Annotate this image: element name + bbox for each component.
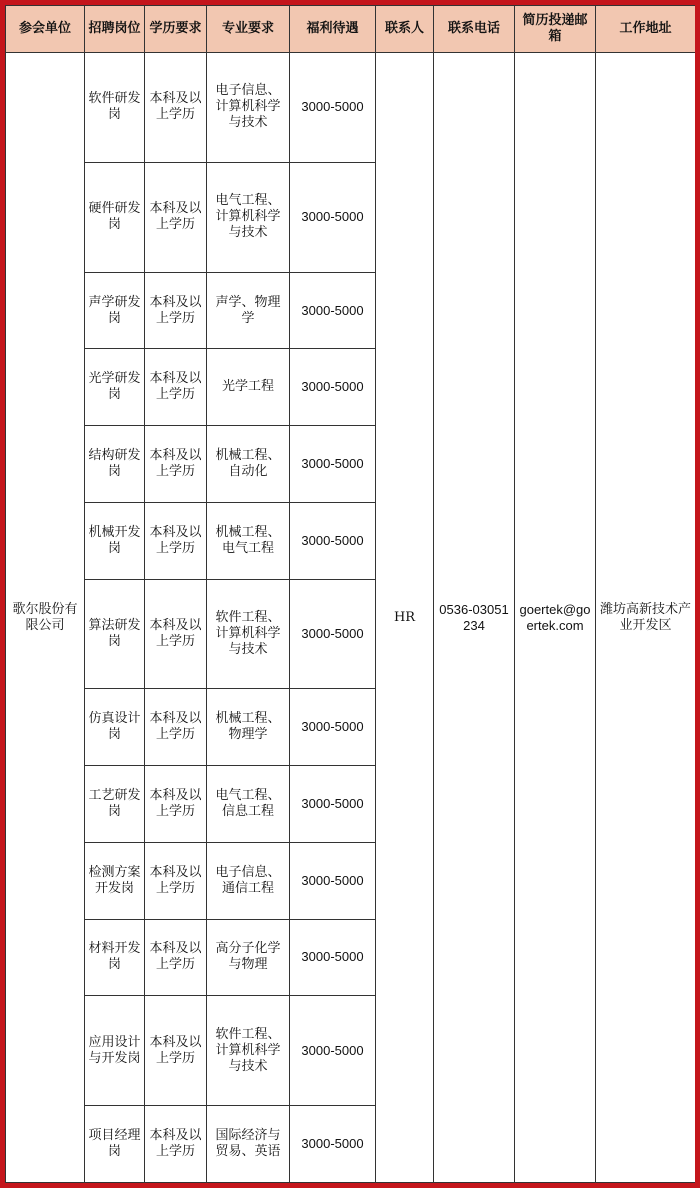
major-cell: 软件工程、计算机科学与技术	[207, 996, 290, 1106]
position-cell: 算法研发岗	[85, 579, 145, 689]
major-cell: 电子信息、计算机科学与技术	[207, 53, 290, 163]
job-table-frame	[5, 5, 695, 1183]
education-cell: 本科及以上学历	[145, 272, 207, 349]
header-education: 学历要求	[145, 6, 207, 53]
education-cell: 本科及以上学历	[145, 579, 207, 689]
header-row	[6, 6, 696, 53]
address-cell: 潍坊高新技术产业开发区	[596, 53, 696, 1183]
education-cell: 本科及以上学历	[145, 53, 207, 163]
position-cell: 光学研发岗	[85, 349, 145, 426]
contact-cell: HR	[376, 53, 434, 1183]
header-company: 参会单位	[6, 6, 85, 53]
header-contact: 联系人	[376, 6, 434, 53]
salary-cell: 3000-5000	[290, 349, 376, 426]
education-cell: 本科及以上学历	[145, 349, 207, 426]
header-position: 招聘岗位	[85, 6, 145, 53]
position-cell: 机械开发岗	[85, 502, 145, 579]
salary-cell: 3000-5000	[290, 842, 376, 919]
major-cell: 软件工程、计算机科学与技术	[207, 579, 290, 689]
education-cell: 本科及以上学历	[145, 426, 207, 503]
position-cell: 项目经理岗	[85, 1106, 145, 1183]
header-salary: 福利待遇	[290, 6, 376, 53]
phone-cell: 0536-03051234	[434, 53, 515, 1183]
education-cell: 本科及以上学历	[145, 689, 207, 766]
salary-cell: 3000-5000	[290, 1106, 376, 1183]
position-cell: 检测方案开发岗	[85, 842, 145, 919]
company-cell: 歌尔股份有限公司	[6, 53, 85, 1183]
job-table	[5, 5, 695, 1183]
education-cell: 本科及以上学历	[145, 502, 207, 579]
salary-cell: 3000-5000	[290, 272, 376, 349]
education-cell: 本科及以上学历	[145, 766, 207, 843]
position-cell: 结构研发岗	[85, 426, 145, 503]
education-cell: 本科及以上学历	[145, 1106, 207, 1183]
major-cell: 国际经济与贸易、英语	[207, 1106, 290, 1183]
major-cell: 光学工程	[207, 349, 290, 426]
major-cell: 机械工程、电气工程	[207, 502, 290, 579]
salary-cell: 3000-5000	[290, 426, 376, 503]
salary-cell: 3000-5000	[290, 53, 376, 163]
position-cell: 硬件研发岗	[85, 162, 145, 272]
major-cell: 电子信息、通信工程	[207, 842, 290, 919]
header-email: 简历投递邮箱	[515, 6, 596, 53]
header-address: 工作地址	[596, 6, 696, 53]
position-cell: 软件研发岗	[85, 53, 145, 163]
header-major: 专业要求	[207, 6, 290, 53]
table-row	[6, 53, 696, 163]
header-phone: 联系电话	[434, 6, 515, 53]
education-cell: 本科及以上学历	[145, 996, 207, 1106]
major-cell: 高分子化学与物理	[207, 919, 290, 996]
salary-cell: 3000-5000	[290, 579, 376, 689]
education-cell: 本科及以上学历	[145, 162, 207, 272]
position-cell: 材料开发岗	[85, 919, 145, 996]
major-cell: 声学、物理学	[207, 272, 290, 349]
position-cell: 声学研发岗	[85, 272, 145, 349]
salary-cell: 3000-5000	[290, 996, 376, 1106]
email-cell[interactable]: goertek@goertek.com	[515, 53, 596, 1183]
position-cell: 应用设计与开发岗	[85, 996, 145, 1106]
salary-cell: 3000-5000	[290, 162, 376, 272]
major-cell: 电气工程、计算机科学与技术	[207, 162, 290, 272]
education-cell: 本科及以上学历	[145, 919, 207, 996]
position-cell: 仿真设计岗	[85, 689, 145, 766]
salary-cell: 3000-5000	[290, 919, 376, 996]
education-cell: 本科及以上学历	[145, 842, 207, 919]
salary-cell: 3000-5000	[290, 766, 376, 843]
major-cell: 电气工程、信息工程	[207, 766, 290, 843]
salary-cell: 3000-5000	[290, 502, 376, 579]
salary-cell: 3000-5000	[290, 689, 376, 766]
major-cell: 机械工程、物理学	[207, 689, 290, 766]
major-cell: 机械工程、自动化	[207, 426, 290, 503]
position-cell: 工艺研发岗	[85, 766, 145, 843]
